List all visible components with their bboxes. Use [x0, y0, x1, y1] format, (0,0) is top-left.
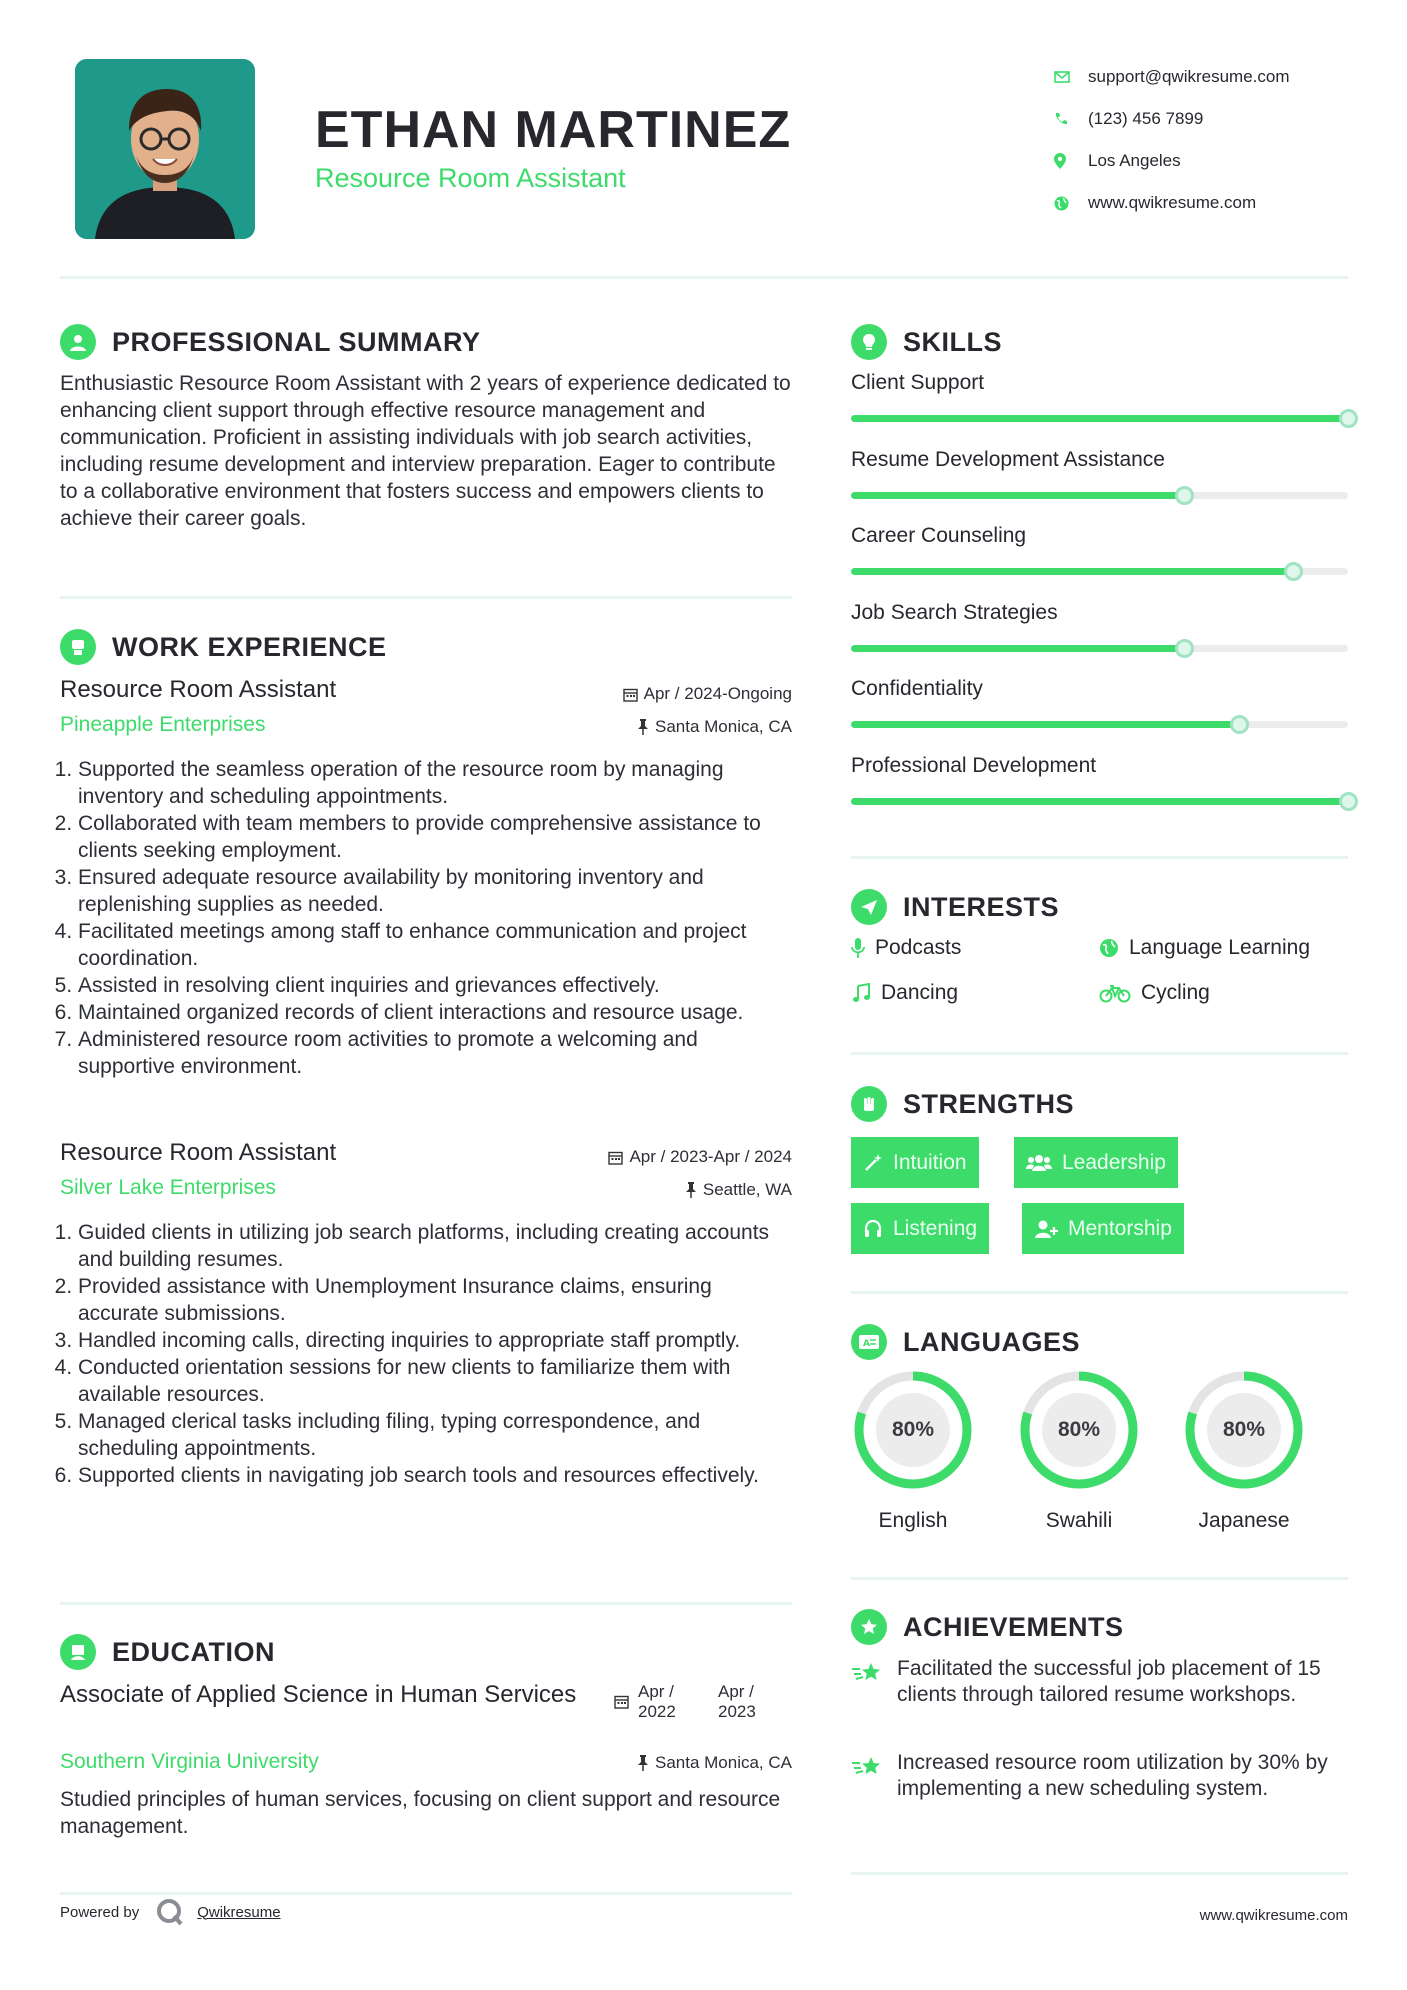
job-1-date-text: Apr / 2024-Ongoing — [643, 684, 792, 703]
list-item: 5. Assisted in resolving client inquiries and grievances effectively. — [78, 972, 798, 999]
language-item — [851, 1368, 975, 1533]
language-name: Japanese — [1198, 1509, 1290, 1532]
calendar-icon — [623, 687, 638, 702]
language-percent: 80% — [891, 1418, 935, 1441]
interest-podcasts — [851, 936, 961, 960]
achievement-item — [851, 1656, 1351, 1708]
star-badge-icon — [851, 1609, 887, 1645]
achievements-divider — [851, 1872, 1348, 1875]
strengths-header — [851, 1086, 1074, 1122]
skill-bar-knob — [1284, 562, 1303, 581]
list-item: 2. Collaborated with team members to provide comprehensive assistance to clients seeking employment. — [78, 810, 798, 864]
briefcase-icon — [60, 629, 96, 665]
summary-header — [60, 324, 481, 360]
list-item: 4. Facilitated meetings among staff to enhance communication and project coordination. — [78, 918, 798, 972]
list-item: 3. Handled incoming calls, directing inquiries to appropriate staff promptly. — [78, 1327, 798, 1354]
contact-email-text: support@qwikresume.com — [1088, 67, 1290, 86]
strength-mentorship — [1022, 1203, 1184, 1254]
shooting-star-icon — [851, 1754, 883, 1780]
job-1-title: Resource Room Assistant — [60, 676, 337, 703]
education-title: EDUCATION — [112, 1636, 275, 1667]
skill-bar-knob — [1230, 715, 1249, 734]
job-1-bullets — [58, 756, 798, 1080]
skill-bar-fill — [851, 415, 1348, 422]
achievement-item — [851, 1750, 1351, 1802]
work-header — [60, 629, 387, 665]
skill-bar-track — [851, 721, 1348, 728]
skill-name: Professional Development — [851, 753, 1097, 777]
skill-bar-fill — [851, 798, 1348, 805]
pushpin-icon — [637, 719, 649, 735]
list-item: 6. Maintained organized records of client interactions and resource usage. — [78, 999, 798, 1026]
work-divider — [60, 1602, 792, 1605]
phone-icon — [1050, 112, 1088, 126]
skill-bar-track — [851, 492, 1348, 499]
footer-powered-text: Powered by — [60, 1903, 140, 1921]
strengths-divider — [851, 1291, 1348, 1294]
contact-location — [1050, 140, 1370, 182]
skill-name: Confidentiality — [851, 677, 983, 700]
skill-bar-fill — [851, 568, 1293, 575]
footer-website[interactable]: www.qwikresume.com — [1199, 1907, 1348, 1924]
footer-powered — [60, 1897, 281, 1927]
list-item: 1. Guided clients in utilizing job search platforms, including creating accounts and building resumes. — [78, 1219, 798, 1273]
qwikresume-logo-icon — [155, 1897, 185, 1927]
list-item: 5. Managed clerical tasks including filing, typing correspondence, and scheduling appointments. — [78, 1408, 798, 1462]
interest-label: Dancing — [881, 981, 959, 1004]
skill-bar-track — [851, 415, 1348, 422]
summary-title: PROFESSIONAL SUMMARY — [112, 326, 481, 357]
education-start: Apr / 2022 — [638, 1682, 676, 1721]
job-1-location-text: Santa Monica, CA — [654, 717, 792, 736]
strength-label: Listening — [893, 1216, 978, 1240]
map-pin-icon — [1050, 153, 1088, 169]
skill-bar-knob — [1339, 792, 1358, 811]
profile-photo — [75, 59, 255, 239]
lightbulb-icon — [851, 324, 887, 360]
strength-listening — [851, 1203, 989, 1254]
achievement-text: Increased resource room utilization by 30% by implementing a new scheduling system. — [897, 1751, 1328, 1800]
skill-name: Job Search Strategies — [851, 600, 1058, 624]
interest-label: Podcasts — [875, 936, 962, 959]
education-divider — [60, 1892, 792, 1895]
skill-bar-knob — [1175, 486, 1194, 505]
candidate-role: Resource Room Assistant — [315, 163, 626, 193]
language-percent: 80% — [1222, 1418, 1266, 1441]
languages-title: LANGUAGES — [903, 1326, 1081, 1357]
interest-dancing — [851, 981, 958, 1005]
interest-label: Language Learning — [1129, 936, 1311, 959]
skill-bar-track — [851, 798, 1348, 805]
strength-label: Leadership — [1062, 1150, 1166, 1174]
job-1-date — [540, 684, 792, 704]
strength-label: Mentorship — [1068, 1216, 1172, 1240]
contact-email[interactable] — [1050, 56, 1370, 98]
languages-header — [851, 1324, 1080, 1360]
work-title: WORK EXPERIENCE — [112, 631, 387, 662]
education-header — [60, 1634, 275, 1670]
language-percent: 80% — [1057, 1418, 1101, 1441]
achievements-header — [851, 1609, 1124, 1645]
summary-text: Enthusiastic Resource Room Assistant with 2 years of experience dedicated to enhancing client support through effective resource management and communication. Proficient in assisting individuals with job search activities, including resume development and interview preparation. Eager to contribute to a collaborative environment that fosters success and empowers clients to achieve their career goals. — [60, 372, 791, 530]
job-2-title: Resource Room Assistant — [60, 1139, 337, 1166]
job-1-location — [540, 717, 792, 737]
skill-bar-track — [851, 645, 1348, 652]
job-1-company: Pineapple Enterprises — [60, 713, 266, 736]
interests-title: INTERESTS — [903, 891, 1060, 922]
skill-bar-fill — [851, 492, 1184, 499]
education-end: Apr / 2023 — [718, 1682, 756, 1721]
users-icon — [1026, 1153, 1052, 1173]
interest-language-learning — [1099, 936, 1310, 960]
job-2-location — [540, 1180, 792, 1200]
language-name: Swahili — [1045, 1509, 1113, 1532]
paper-plane-icon — [851, 889, 887, 925]
music-note-icon — [851, 983, 871, 1003]
contact-website[interactable] — [1050, 182, 1370, 224]
list-item: 1. Supported the seamless operation of the resource room by managing inventory and scheduling appointments. — [78, 756, 798, 810]
job-2-bullets — [58, 1219, 798, 1489]
language-item — [1017, 1368, 1141, 1533]
contact-website-text: www.qwikresume.com — [1088, 193, 1257, 212]
job-2-location-text: Seattle, WA — [702, 1180, 792, 1199]
achievements-title: ACHIEVEMENTS — [903, 1611, 1124, 1642]
education-location — [540, 1753, 792, 1773]
headphones-icon — [863, 1219, 883, 1239]
pushpin-icon — [685, 1182, 697, 1198]
skills-header — [851, 324, 1002, 360]
language-item — [1182, 1368, 1306, 1533]
skill-bar-knob — [1339, 409, 1358, 428]
education-text: Studied principles of human services, focusing on client support and resource management. — [60, 1788, 781, 1838]
skill-bar-knob — [1175, 639, 1194, 658]
education-degree: Associate of Applied Science in Human Services — [60, 1681, 577, 1708]
skill-name: Career Counseling — [851, 524, 1027, 547]
contact-phone-text: (123) 456 7899 — [1088, 109, 1204, 128]
bicycle-icon — [1099, 983, 1131, 1003]
magic-wand-icon — [863, 1153, 883, 1173]
languages-divider — [851, 1577, 1348, 1580]
user-plus-icon — [1034, 1219, 1058, 1239]
header-divider — [60, 276, 1348, 279]
strength-label: Intuition — [893, 1150, 967, 1174]
user-icon — [60, 324, 96, 360]
education-school: Southern Virginia University — [60, 1750, 319, 1773]
interest-cycling — [1099, 981, 1210, 1005]
interests-divider — [851, 1052, 1348, 1055]
strength-leadership — [1014, 1137, 1178, 1188]
job-2-company: Silver Lake Enterprises — [60, 1176, 276, 1199]
skill-bar-track — [851, 568, 1348, 575]
skill-bar-fill — [851, 645, 1184, 652]
globe-icon — [1050, 196, 1088, 211]
shooting-star-icon — [851, 1660, 883, 1686]
footer-brand-link[interactable]: Qwikresume — [197, 1903, 281, 1921]
interest-label: Cycling — [1141, 981, 1210, 1004]
globe-icon — [1099, 938, 1119, 958]
job-2-date — [520, 1147, 792, 1167]
job-2-date-text: Apr / 2023-Apr / 2024 — [629, 1147, 792, 1166]
summary-divider — [60, 596, 792, 599]
strengths-title: STRENGTHS — [903, 1088, 1075, 1119]
skill-name: Client Support — [851, 371, 985, 394]
list-item: 7. Administered resource room activities to promote a welcoming and supportive environment. — [78, 1026, 798, 1080]
graduation-icon — [60, 1634, 96, 1670]
skill-bar-fill — [851, 721, 1239, 728]
envelope-icon — [1050, 71, 1088, 83]
list-item: 4. Conducted orientation sessions for new clients to familiarize them with available resources. — [78, 1354, 798, 1408]
calendar-icon — [608, 1150, 623, 1165]
fist-icon — [851, 1086, 887, 1122]
contact-block — [1050, 56, 1370, 224]
list-item: 6. Supported clients in navigating job search tools and resources effectively. — [78, 1462, 798, 1489]
education-location-text: Santa Monica, CA — [654, 1753, 792, 1772]
calendar-icon — [614, 1694, 629, 1709]
contact-phone[interactable] — [1050, 98, 1370, 140]
candidate-name: ETHAN MARTINEZ — [315, 101, 792, 159]
skill-name: Resume Development Assistance — [851, 447, 1165, 471]
strength-intuition — [851, 1137, 979, 1188]
achievement-text: Facilitated the successful job placement of 15 clients through tailored resume workshops. — [897, 1657, 1321, 1706]
svg-text:A: A — [863, 1339, 870, 1349]
skills-title: SKILLS — [903, 326, 1003, 357]
skills-divider — [851, 856, 1348, 859]
contact-location-text: Los Angeles — [1088, 151, 1181, 170]
interests-header — [851, 889, 1059, 925]
pushpin-icon — [637, 1755, 649, 1771]
microphone-icon — [851, 937, 865, 959]
list-item: 3. Ensured adequate resource availability by monitoring inventory and replenishing supplies as needed. — [78, 864, 798, 918]
language-name: English — [878, 1509, 948, 1532]
list-item: 2. Provided assistance with Unemployment Insurance claims, ensuring accurate submissions. — [78, 1273, 798, 1327]
language-icon — [851, 1324, 887, 1360]
